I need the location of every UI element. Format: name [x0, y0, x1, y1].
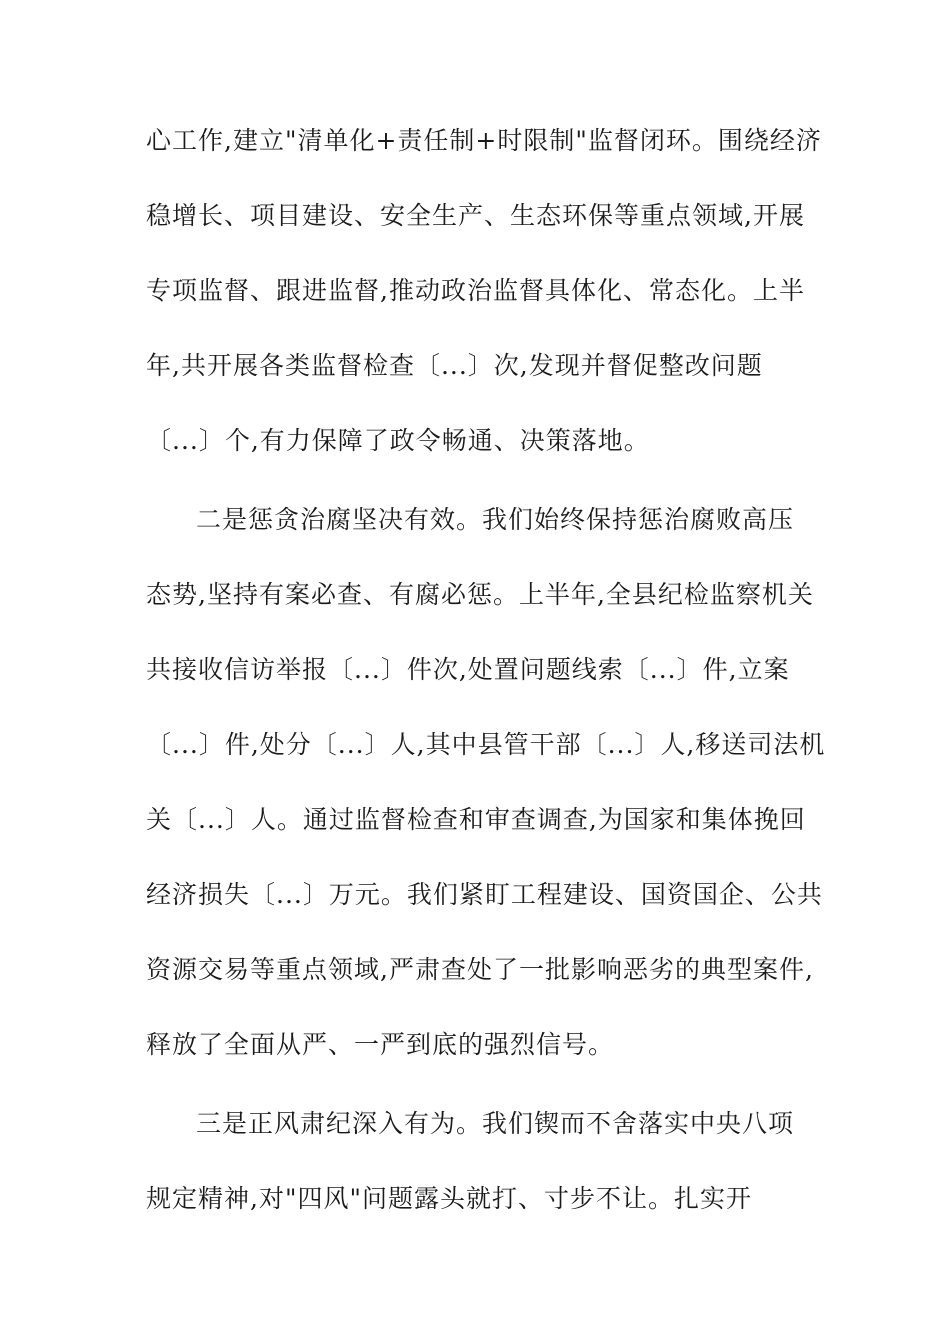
text-line: 〔...〕件,处分〔...〕人,其中县管干部〔...〕人,移送司法机: [146, 730, 826, 759]
text-line: 稳增长、项目建设、安全生产、生态环保等重点领域,开展: [146, 201, 805, 230]
text-line: 释放了全面从严、一严到底的强烈信号。: [146, 1030, 615, 1059]
text-line: 关〔...〕人。通过监督检查和审查调查,为国家和集体挽回: [146, 805, 806, 834]
text-line: 资源交易等重点领域,严肃查处了一批影响恶劣的典型案件,: [146, 955, 814, 984]
text-line: 三是正风肃纪深入有为。我们锲而不舍落实中央八项: [196, 1109, 795, 1138]
text-line: 心工作,建立"清单化+责任制+时限制"监督闭环。围绕经济: [146, 126, 822, 155]
text-line: 专项监督、跟进监督,推动政治监督具体化、常态化。上半: [146, 276, 805, 305]
text-line: 二是惩贪治腐坚决有效。我们始终保持惩治腐败高压: [196, 505, 795, 534]
text-line: 经济损失〔...〕万元。我们紧盯工程建设、国资国企、公共: [146, 880, 823, 909]
text-line: 共接收信访举报〔...〕件次,处置问题线索〔...〕件,立案: [146, 655, 790, 684]
text-line: 规定精神,对"四风"问题露头就打、寸步不让。扎实开: [146, 1184, 752, 1213]
text-line: 年,共开展各类监督检查〔...〕次,发现并督促整改问题: [146, 351, 763, 380]
text-line: 态势,坚持有案必查、有腐必惩。上半年,全县纪检监察机关: [146, 580, 814, 609]
text-line: 〔...〕个,有力保障了政令畅通、决策落地。: [146, 426, 650, 455]
